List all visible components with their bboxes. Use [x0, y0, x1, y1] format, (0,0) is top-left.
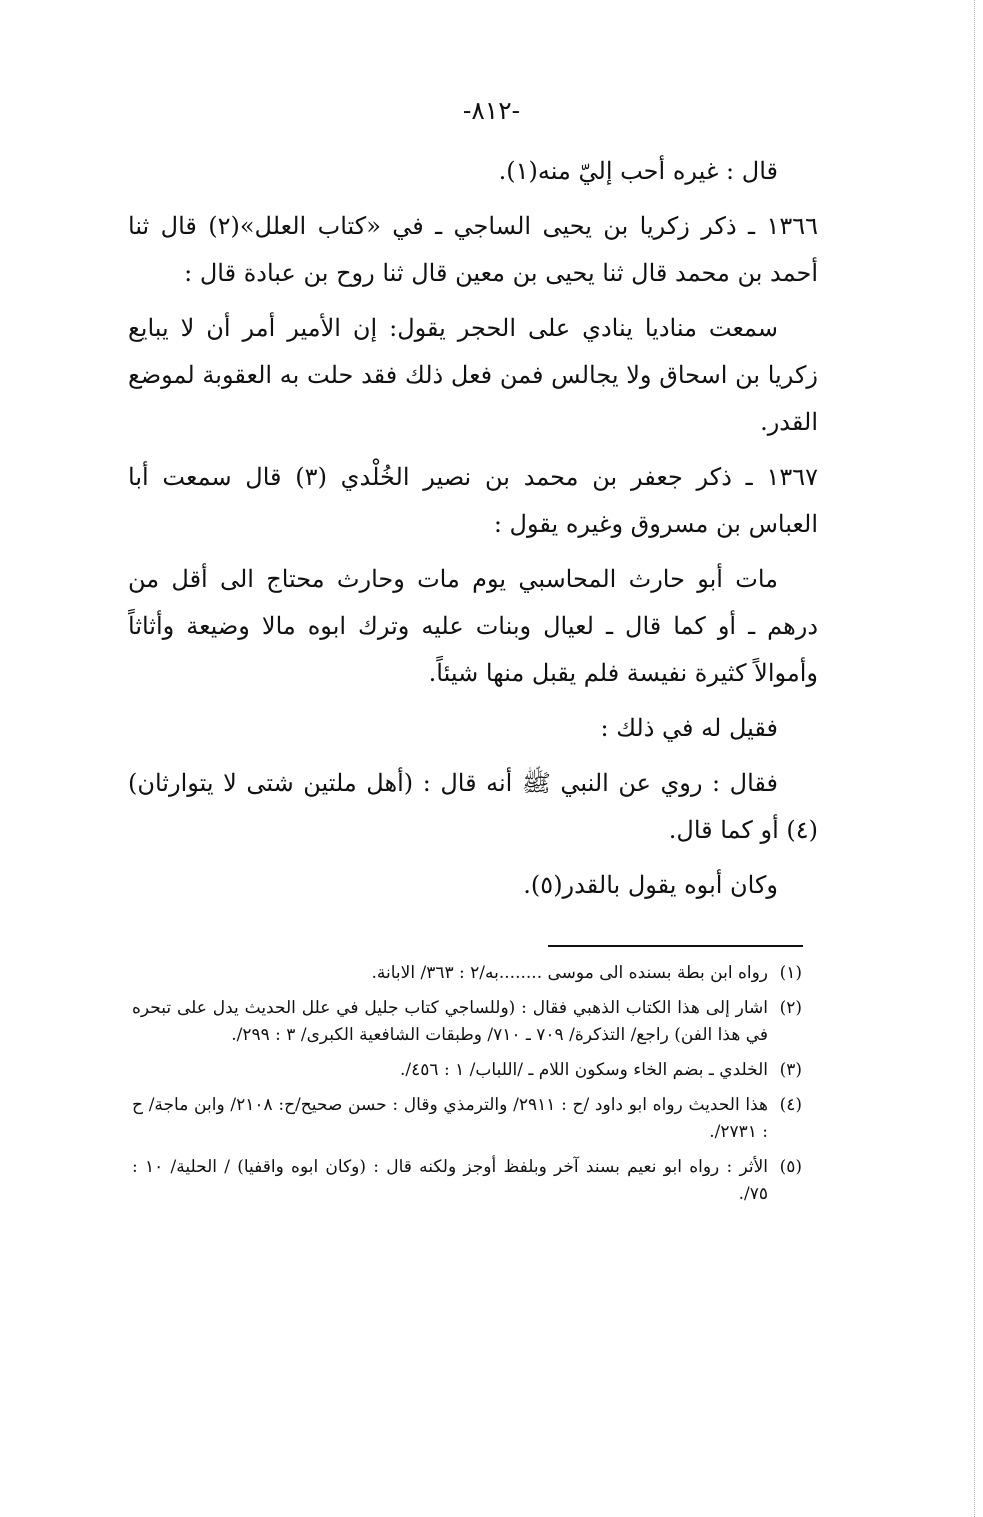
- footnote-3: [132, 1057, 802, 1084]
- footnote-2: [132, 995, 802, 1049]
- entry-1366: ١٣٦٦ ـ ذكر زكريا بن يحيى الساجي ـ في «كتاب العلل»(٢) قال ثنا أحمد بن محمد قال ثنا يحيى بن معين قال ثنا روح بن عبادة قال :: [128, 212, 819, 287]
- question-line: فقيل له في ذلك :: [600, 714, 778, 742]
- scan-edge-dotted-line: [974, 0, 975, 1517]
- footnotes: [132, 960, 802, 1216]
- footnote-4: [132, 1092, 802, 1146]
- footnote-text: الأثر : رواه ابو نعيم بسند آخر وبلفظ أوجز ولكنه قال : (وكان ابوه واقفيا) / الحلية/ ١٠ : ٧٥/.: [132, 1157, 768, 1204]
- footnote-1: [132, 960, 802, 987]
- footnote-text: اشار إلى هذا الكتاب الذهبي فقال : (وللساجي كتاب جليل في علل الحديث يدل على تبحره في هذا الفن) راجع/ التذكرة/ ٧٠٩ ـ ٧١٠/ وطبقات الشافعية الكبرى/ ٣ : ٢٩٩/.: [132, 998, 768, 1045]
- page-number: -٨١٢-: [462, 96, 521, 125]
- footnote-number: (٢): [779, 998, 802, 1018]
- footnote-separator: [548, 945, 803, 947]
- entry-1367: ١٣٦٧ ـ ذكر جعفر بن محمد بن نصير الخُلْدي (٣) قال سمعت أبا العباس بن مسروق وغيره يقول :: [128, 463, 819, 538]
- footnote-number: (٣): [779, 1060, 802, 1080]
- narration-1367: مات أبو حارث المحاسبي يوم مات وحارث محتاج الى أقل من درهم ـ أو كما قال ـ لعيال وبنات عليه وترك ابوه مالا وضيعة وأثاثاً وأموالاً كثيرة نفيسة فلم يقبل منها شيئاً.: [128, 565, 818, 687]
- main-text: [128, 148, 818, 917]
- hadith-reply: فقال : روي عن النبي ﷺ أنه قال : (أهل ملتين شتى لا يتوارثان)(٤) أو كما قال.: [128, 769, 818, 844]
- footnote-number: (٤): [779, 1095, 802, 1115]
- footnote-number: (١): [779, 963, 802, 983]
- footnote-number: (٥): [779, 1157, 802, 1177]
- quote-1366: سمعت مناديا ينادي على الحجر يقول: إن الأمير أمر أن لا يبايع زكريا بن اسحاق ولا يجالس فمن فعل ذلك فقد حلت به العقوبة لموضع القدر.: [128, 314, 818, 436]
- footnote-5: [132, 1154, 802, 1208]
- closing-line: وكان أبوه يقول بالقدر(٥).: [523, 871, 778, 899]
- footnote-text: هذا الحديث رواه ابو داود /ح : ٢٩١١/ والترمذي وقال : حسن صحيح/ح: ٢١٠٨/ وابن ماجة/ ح : ٢٧٣١/.: [132, 1095, 769, 1142]
- footnote-text: رواه ابن بطة بسنده الى موسى ........به/٢ : ٣٦٣/ الابانة.: [371, 963, 768, 983]
- paragraph-continuation: قال : غيره أحب إليّ منه(١).: [498, 157, 778, 185]
- footnote-text: الخلدي ـ بضم الخاء وسكون اللام ـ /اللباب/ ١ : ٤٥٦/.: [400, 1060, 768, 1080]
